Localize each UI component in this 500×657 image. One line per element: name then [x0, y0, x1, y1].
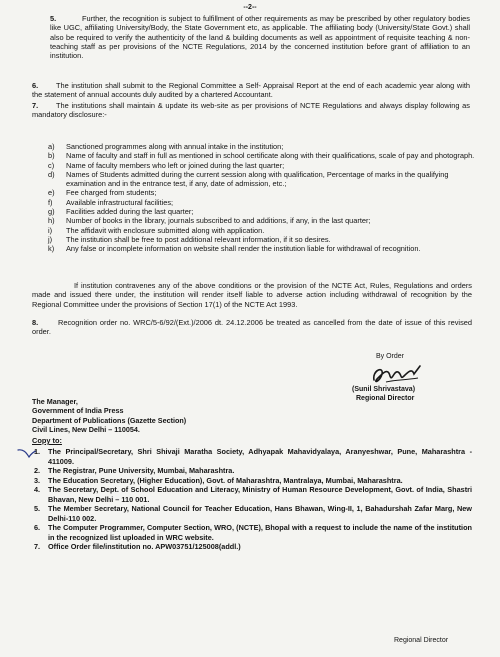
signatory-title: Regional Director [356, 395, 415, 402]
list-item: 2. The Registrar, Pune University, Mumbai, Maharashtra. [34, 466, 235, 475]
list-item: 6. The Computer Programmer, Computer Section, WRO, (NCTE), Bhopal with a request to include the name of the institution in the recognized list uploaded in WRC website. [34, 523, 472, 542]
list-item: e) Fee charged from students; [48, 188, 157, 198]
para-8-text: Recognition order no. WRC/5-6/92/(Ext.)/2006 dt. 24.12.2006 be treated as cancelled from the date of issue of this revised order. [32, 318, 472, 337]
list-item: 5. The Member Secretary, National Council for Teacher Education, Hans Bhawan, Wing-II, 1, Bahadurshah Zafar Marg, New Delhi-110 002. [34, 504, 472, 523]
copy-to-label: Copy to: [32, 436, 62, 445]
para-7-number: 7. [32, 101, 39, 110]
list-item: 3. The Education Secretary, (Higher Education), Govt. of Maharashtra, Mantralaya, Mumbai, Maharashtra. [34, 475, 403, 485]
paragraph-7 [32, 101, 470, 120]
by-order-label: By Order [376, 353, 405, 360]
paragraph-8 [32, 318, 472, 337]
page-number: --2-- [243, 4, 257, 11]
list-item: i) The affidavit with enclosure submitted along with application. [48, 225, 265, 235]
contravention-paragraph: If institution contravenes any of the above conditions or the provision of the NCTE Act, Rules, Regulations and orders made and issued there under, the institution will render itself liable to adverse action including withdrawal of recognition by the Regional Committee under the provisions of Section 17(1) of the NCTE Act 1993. [32, 281, 472, 309]
list-item: h) Number of books in the library, journals subscribed to and additions, if any, in the last quarter; [48, 216, 371, 226]
addressee-line: Department of Publications (Gazette Section) [32, 415, 187, 425]
list-item: j) The institution shall be free to post additional relevant information, if it so desires. [48, 234, 331, 244]
para-8-number: 8. [32, 318, 39, 327]
list-item: 4. The Secretary, Dept. of School Education and Literacy, Ministry of Human Resource Development, Govt. of India, Shastri Bhavan, New Delhi – 110 001. [34, 485, 472, 504]
para-5-number: 5. [50, 14, 57, 23]
paragraph-6 [32, 81, 470, 100]
list-item: 7. Office Order file/institution no. APW03751/125008(addl.) [34, 542, 241, 551]
list-item: c) Name of faculty members who left or joined during the last quarter; [48, 160, 285, 170]
para-7-text: The institutions shall maintain & update its web-site as per provisions of NCTE Regulations and always display following as mandatory disclosure:- [32, 101, 470, 120]
addressee-line: The Manager, [32, 397, 78, 406]
list-item: g) Facilities added during the last quarter; [48, 207, 194, 217]
para-5-text: Further, the recognition is subject to fulfillment of other requirements as may be prescribed by other regulatory bodies like UGC, affiliating University/Body, the State Government etc, as applicable. The affiliating body (University/State Govt.) shall also be required to verify the authenticity of the land & building documents as well as appointment of requisite teaching & non-teaching staff as per provisions of the NCTE Regulations, 2014 by the concerned institution before grant of affiliation to an institution. [50, 14, 470, 61]
list-item: 1. The Principal/Secretary, Shri Shivaji Maratha Society, Adhyapak Mahavidyalaya, Aranyeshwar, Pune, Maharashtra - 411009. [34, 447, 472, 466]
addressee-line: Government of India Press [32, 406, 124, 416]
copy-to-list [34, 447, 472, 552]
list-item: d) Names of Students admitted during the current session along with qualification, Percentage of marks in the qualifying examination and in the entrance test, if any, date of admission, etc.; [48, 169, 449, 189]
signatory-name: (Sunil Shrivastava) [352, 386, 416, 393]
list-item: b) Name of faculty and staff in full as mentioned in school certificate along with their qualifications, scale of pay and photograph. [48, 151, 475, 161]
addressee-block [32, 397, 186, 435]
footer-regional-director: Regional Director [394, 637, 449, 644]
disclosure-list [48, 142, 478, 254]
para-6-number: 6. [32, 81, 39, 90]
addressee-line: Civil Lines, New Delhi – 110054. [32, 425, 140, 435]
list-item: a) Sanctioned programmes along with annual intake in the institution; [48, 142, 284, 151]
para-6-text: The institution shall submit to the Regional Committee a Self- Appraisal Report at the end of each academic year along with the statement of annual accounts duly audited by a chartered Accountant. [32, 81, 470, 100]
handwritten-signature [368, 360, 428, 388]
paragraph-5 [50, 14, 470, 60]
list-item: f) Available infrastructural facilities; [48, 197, 174, 207]
list-item: k) Any false or incomplete information on website shall render the institution liable for withdrawal of recognition. [48, 244, 421, 254]
